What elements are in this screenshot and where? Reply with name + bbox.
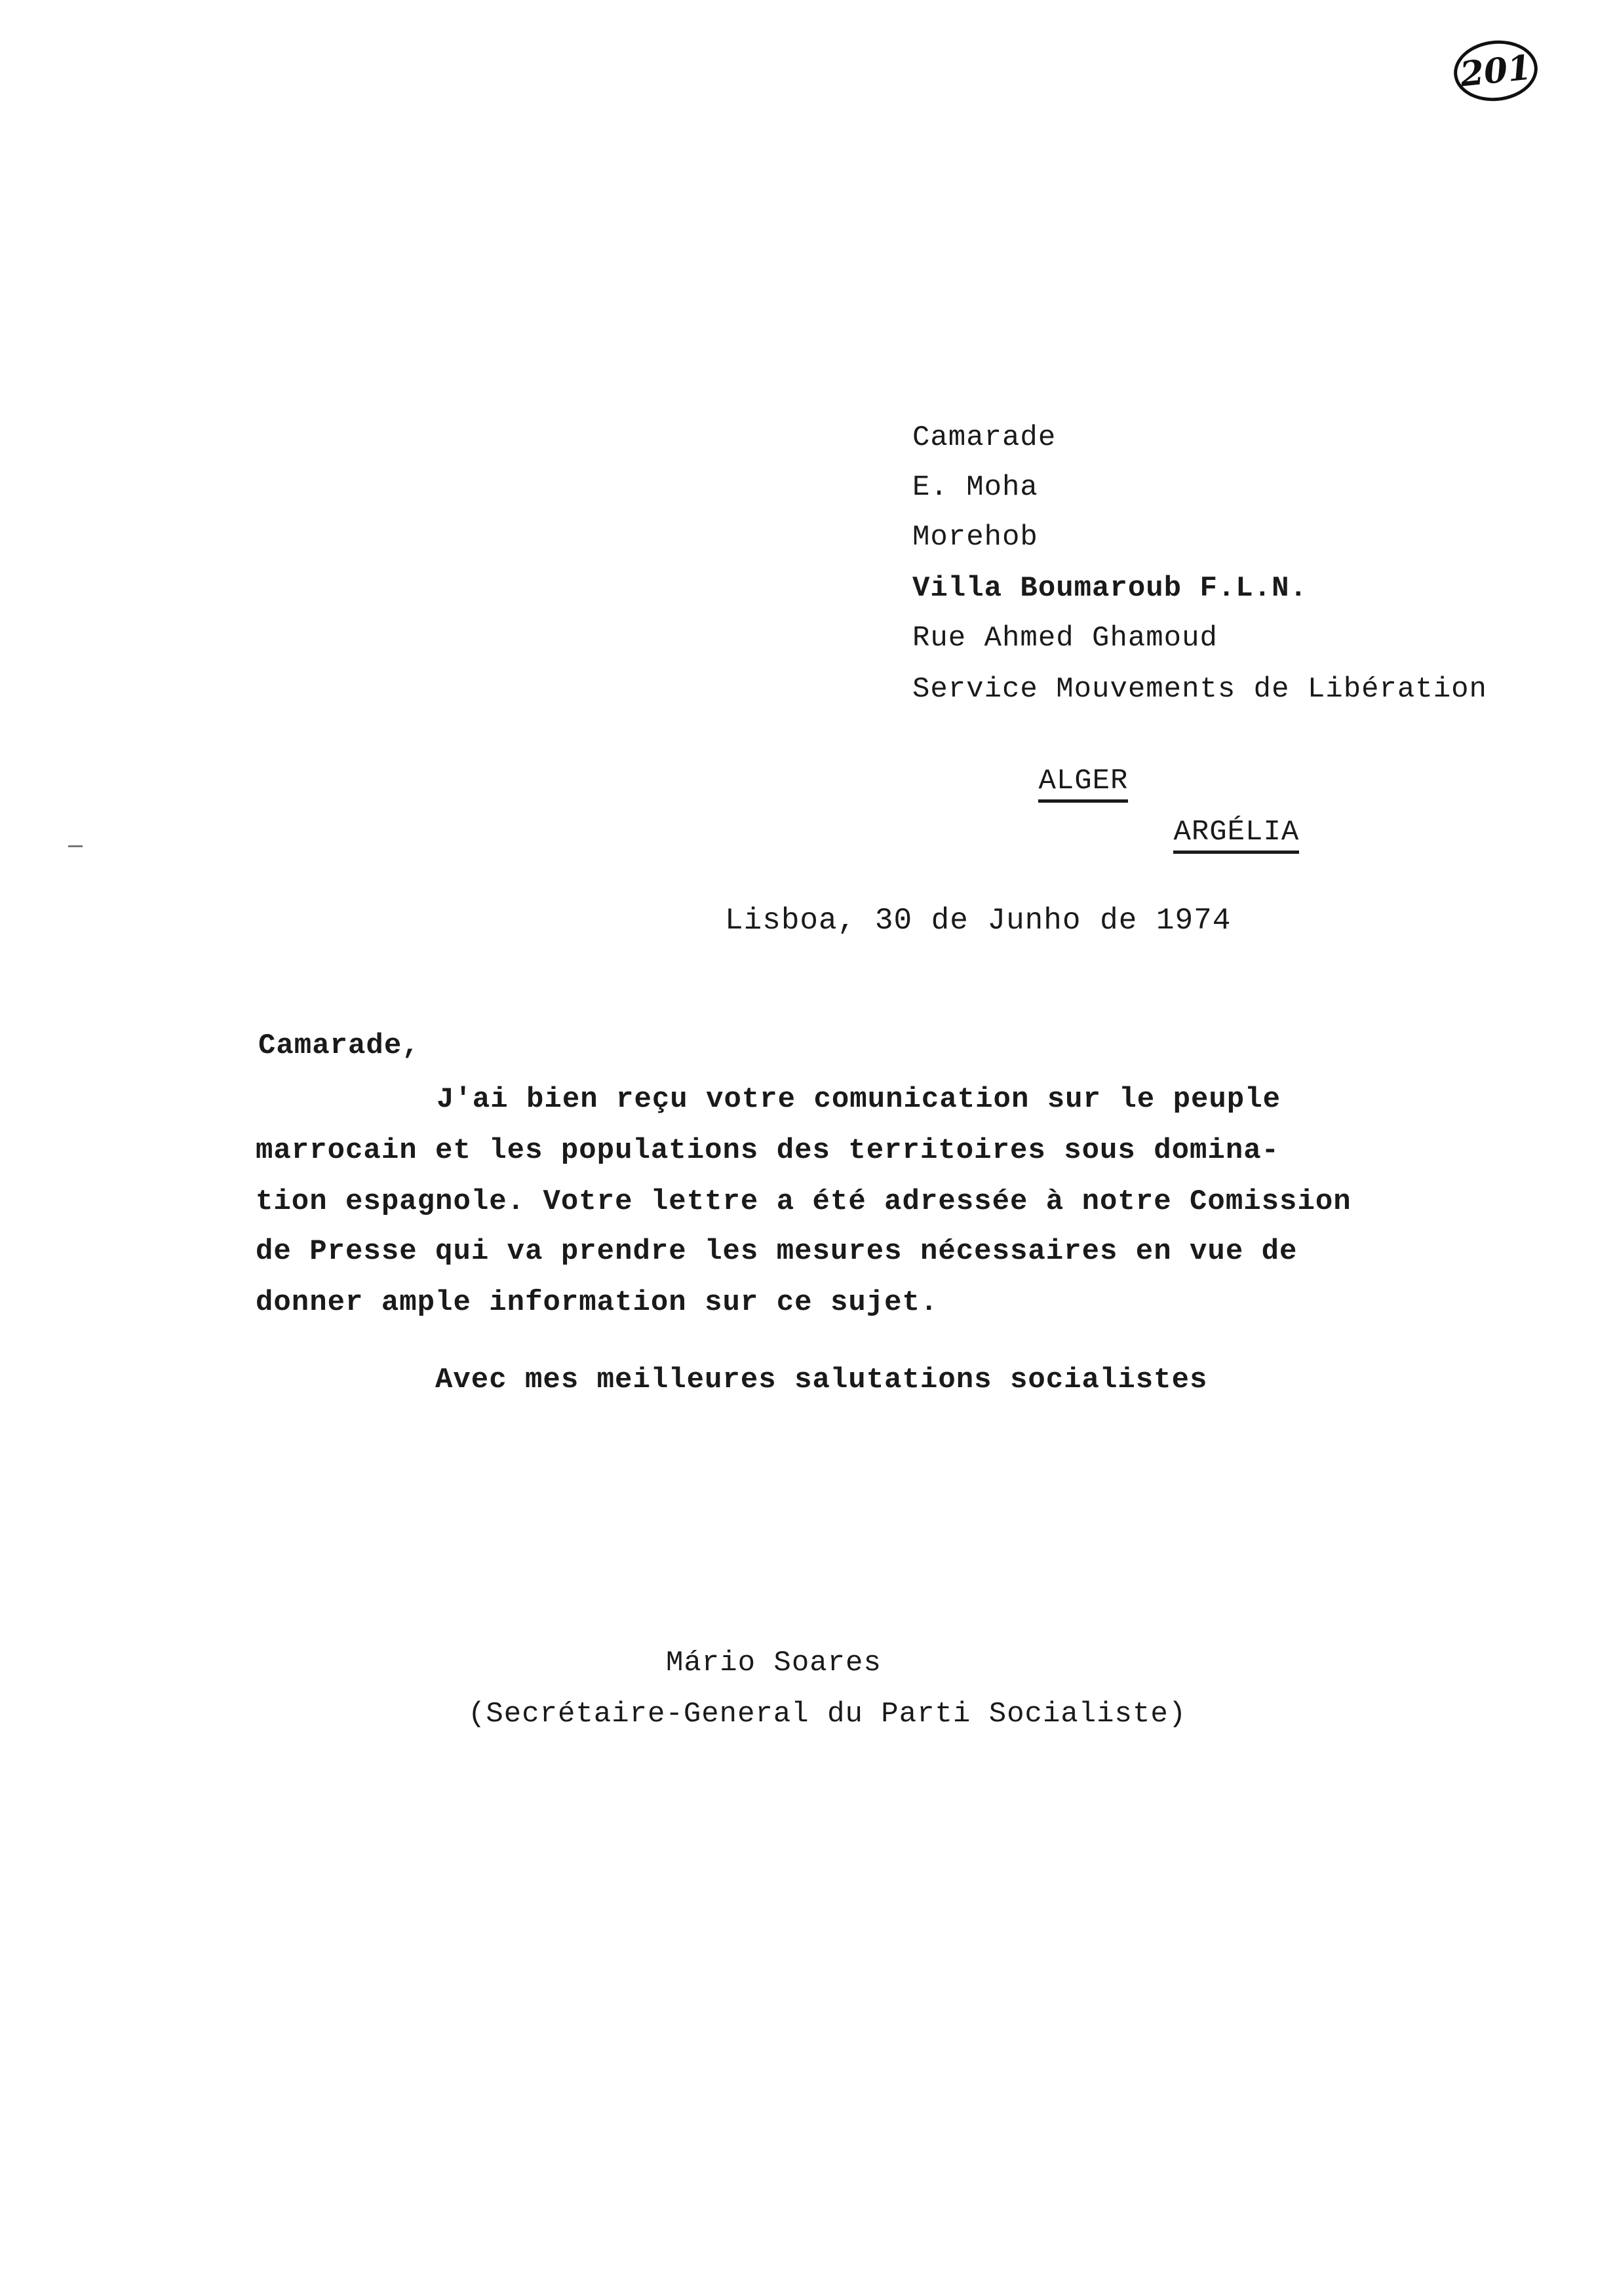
address-line: Villa Boumaroub F.L.N. [912, 572, 1308, 605]
signature-title: (Secrétaire-General du Parti Socialiste) [468, 1698, 1187, 1731]
address-line: Morehob [912, 521, 1038, 554]
body-line: donner ample information sur ce sujet. [256, 1286, 939, 1319]
scan-mark [68, 845, 83, 847]
address-country [1066, 789, 1299, 883]
address-line: E. Moha [912, 471, 1038, 504]
date-line: Lisboa, 30 de Junho de 1974 [725, 904, 1232, 938]
body-line: J'ai bien reçu votre comunication sur le peuple [437, 1083, 1281, 1116]
body-line: marrocain et les populations des territoires sous domina- [256, 1134, 1280, 1167]
address-line: Service Mouvements de Libération [912, 673, 1487, 706]
address-line: Rue Ahmed Ghamoud [912, 622, 1218, 655]
address-country-text: ARGÉLIA [1173, 818, 1299, 854]
address-line: Camarade [912, 421, 1057, 454]
salutation: Camarade, [258, 1029, 420, 1062]
page-number-stamp: 201 [1451, 37, 1541, 105]
body-line: de Presse qui va prendre les mesures nécessaires en vue de [256, 1235, 1298, 1268]
body-line: tion espagnole. Votre lettre a été adressée à notre Comission [256, 1185, 1352, 1218]
address-city-text: ALGER [1038, 767, 1128, 803]
signature-name: Mário Soares [666, 1647, 882, 1679]
closing: Avec mes meilleures salutations socialistes [435, 1364, 1208, 1396]
